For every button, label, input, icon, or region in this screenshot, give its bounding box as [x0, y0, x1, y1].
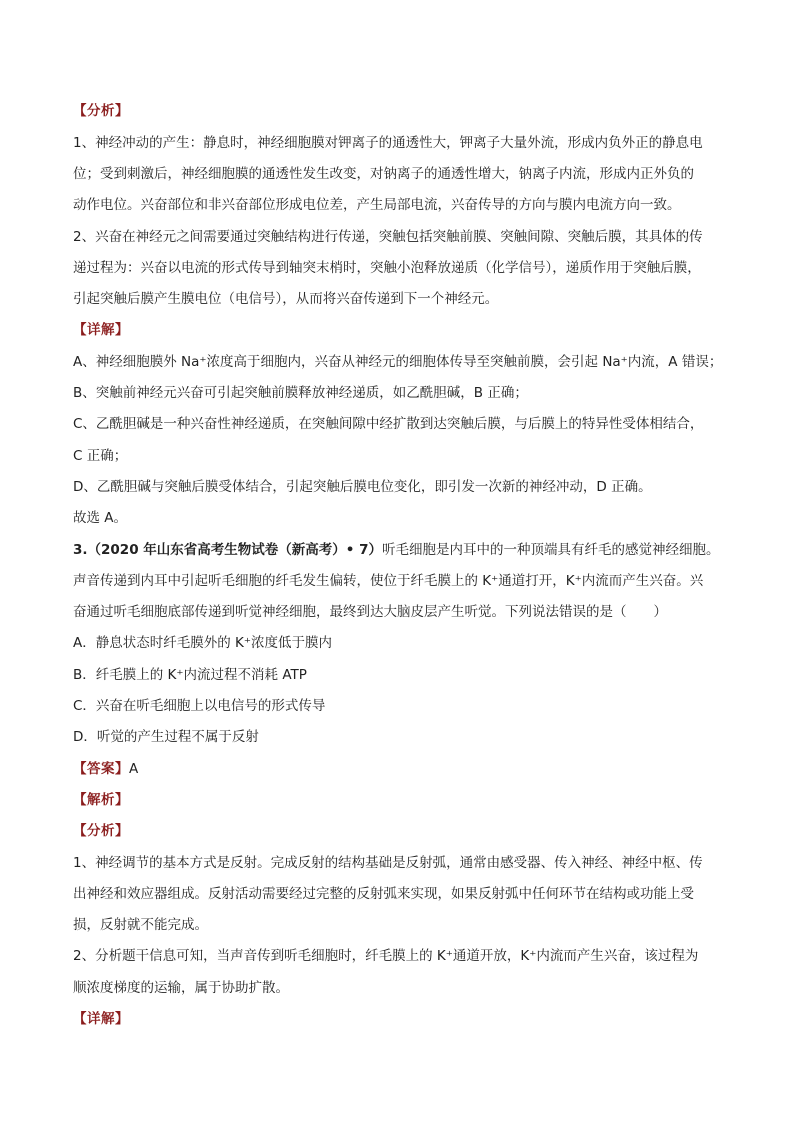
- question-3-option-c: C．兴奋在听毛细胞上以电信号的形式传导: [73, 698, 326, 714]
- analysis-paragraph-1-line-2: 位；受到刺激后，神经细胞膜的通透性发生改变，对钠离子的通透性增大，钠离子内流，形成内正外负的: [73, 166, 694, 182]
- section-heading-analysis-2: 【分析】: [73, 823, 129, 839]
- answer-heading: 【答案】: [73, 761, 129, 777]
- analysis-2-paragraph-1-line-2: 出神经和效应器组成。反射活动需要经过完整的反射弧来实现，如果反射弧中任何环节在结构或功能上受: [73, 886, 694, 902]
- question-3-stem-start: 听毛细胞是内耳中的一种顶端具有纤毛的感觉神经细胞。: [382, 542, 720, 558]
- selection-conclusion: 故选 A。: [73, 510, 128, 526]
- analysis-2-paragraph-2-line-1: 2、分析题干信息可知，当声音传到听毛细胞时，纤毛膜上的 K⁺通道开放，K⁺内流而产生兴奋，该过程为: [73, 948, 699, 964]
- analysis-paragraph-2-line-2: 递过程为：兴奋以电流的形式传导到轴突末梢时，突触小泡释放递质（化学信号），递质作用于突触后膜，: [73, 260, 701, 276]
- detail-option-d: D、乙酰胆碱与突触后膜受体结合，引起突触后膜电位变化，即引发一次新的神经冲动，D 正确。: [73, 479, 652, 495]
- question-3-line-1: [73, 540, 720, 560]
- analysis-paragraph-1-line-1: 1、神经冲动的产生：静息时，神经细胞膜对钾离子的通透性大，钾离子大量外流，形成内负外正的静息电: [73, 135, 703, 151]
- question-3-line-2: 声音传递到内耳中引起听毛细胞的纤毛发生偏转，使位于纤毛膜上的 K⁺通道打开，K⁺内流而产生兴奋。兴: [73, 573, 704, 589]
- section-heading-details: 【详解】: [73, 322, 129, 338]
- question-3-option-a: A．静息状态时纤毛膜外的 K⁺浓度低于膜内: [73, 635, 333, 651]
- section-heading-analysis: 【分析】: [73, 103, 129, 119]
- section-heading-explanation: 【解析】: [73, 792, 129, 808]
- section-heading-details-2: 【详解】: [73, 1011, 129, 1027]
- question-3-line-3: 奋通过听毛细胞底部传递到听觉神经细胞，最终到达大脑皮层产生听觉。下列说法错误的是（ ）: [73, 604, 667, 620]
- question-3-option-b: B．纤毛膜上的 K⁺内流过程不消耗 ATP: [73, 667, 307, 683]
- analysis-2-paragraph-2-line-2: 顺浓度梯度的运输，属于协助扩散。: [73, 980, 289, 996]
- detail-option-c-line-2: C 正确；: [73, 448, 128, 464]
- analysis-2-paragraph-1-line-1: 1、神经调节的基本方式是反射。完成反射的结构基础是反射弧，通常由感受器、传入神经、神经中枢、传: [73, 855, 703, 871]
- question-3-option-d: D．听觉的产生过程不属于反射: [73, 729, 259, 745]
- answer-value: A: [129, 761, 139, 777]
- answer-line: [73, 759, 138, 779]
- detail-option-b: B、突触前神经元兴奋可引起突触前膜释放神经递质，如乙酰胆碱，B 正确；: [73, 385, 528, 401]
- analysis-paragraph-2-line-1: 2、兴奋在神经元之间需要通过突触结构进行传递，突触包括突触前膜、突触间隙、突触后膜，其具体的传: [73, 229, 703, 245]
- detail-option-c-line-1: C、乙酰胆碱是一种兴奋性神经递质，在突触间隙中经扩散到达突触后膜，与后膜上的特异性受体相结合，: [73, 416, 704, 432]
- analysis-paragraph-1-line-3: 动作电位。兴奋部位和非兴奋部位形成电位差，产生局部电流，兴奋传导的方向与膜内电流方向一致。: [73, 197, 681, 213]
- detail-option-a: A、神经细胞膜外 Na⁺浓度高于细胞内，兴奋从神经元的细胞体传导至突触前膜，会引起 Na⁺内流，A 错误；: [73, 354, 723, 370]
- question-3-source: 3.（2020 年山东省高考生物试卷（新高考）• 7）: [73, 542, 383, 558]
- analysis-paragraph-2-line-3: 引起突触后膜产生膜电位（电信号），从而将兴奋传递到下一个神经元。: [73, 291, 499, 307]
- analysis-2-paragraph-1-line-3: 损，反射就不能完成。: [73, 917, 208, 933]
